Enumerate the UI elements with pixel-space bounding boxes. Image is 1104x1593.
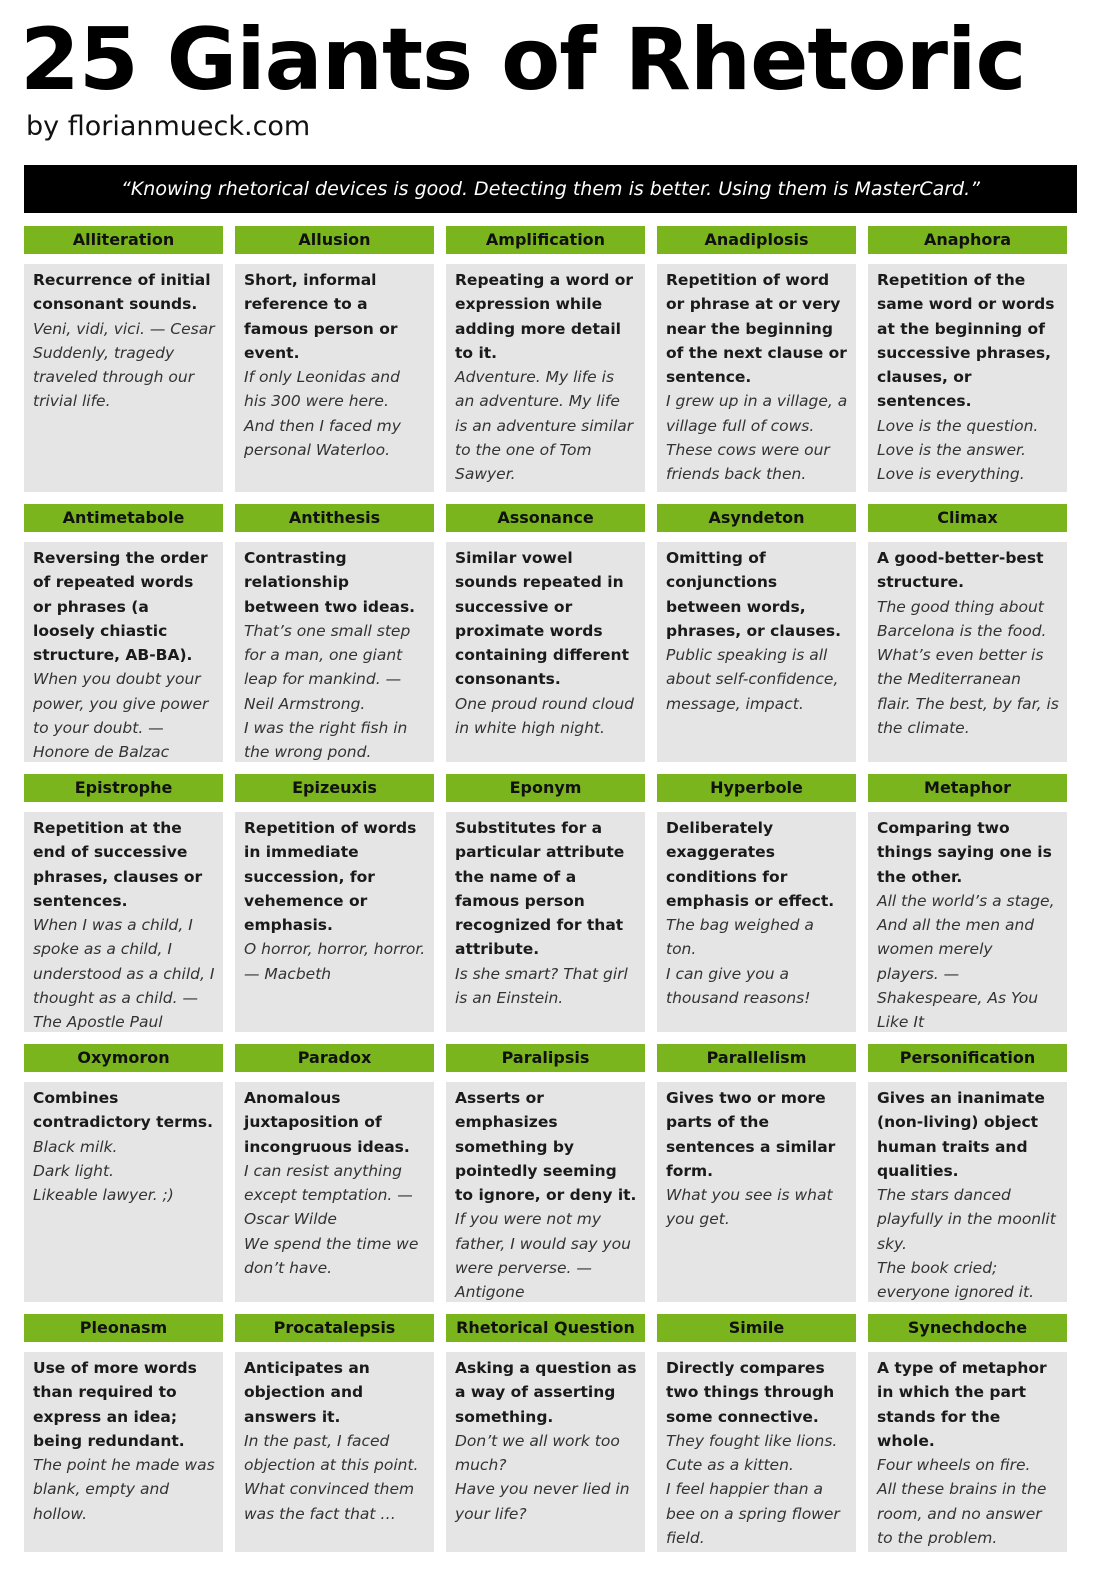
device-term: Anaphora (868, 226, 1067, 254)
device-body (446, 812, 645, 1032)
device-definition: Asking a question as a way of asserting something. (455, 1359, 637, 1426)
device-example: Is she smart? That girl is an Einstein. (455, 964, 628, 1008)
device-body (868, 1082, 1067, 1302)
device-example: Love is everything. (877, 465, 1025, 484)
device-example: O horror, horror, horror. — Macbeth (244, 940, 426, 983)
device-example: When I was a child, I spoke as a child, I understood as a child, I thought as a child. — The Apostle Paul (33, 916, 215, 1032)
device-body (446, 1082, 645, 1302)
device-card (657, 1044, 856, 1302)
device-definition: Asserts or emphasizes something by pointedly seeming to ignore, or deny it. (455, 1089, 637, 1205)
device-card (446, 1314, 645, 1552)
device-example: I can resist anything except temptation. — Oscar Wilde (244, 1161, 413, 1229)
device-body (24, 1082, 223, 1302)
device-term: Anadiplosis (657, 226, 856, 254)
device-card (24, 504, 223, 762)
device-card (235, 226, 434, 492)
device-body (657, 264, 856, 492)
device-card (24, 1314, 223, 1552)
byline: by florianmueck.com (26, 111, 311, 142)
device-definition: Repeating a word or expression while adding more detail to it. (455, 271, 634, 362)
device-term: Amplification (446, 226, 645, 254)
device-body (24, 1352, 223, 1552)
device-definition: Contrasting relationship between two ideas. (244, 549, 416, 616)
device-card (235, 774, 434, 1032)
device-card (868, 504, 1067, 762)
device-example: Four wheels on fire. (877, 1456, 1031, 1475)
device-term: Antithesis (235, 504, 434, 532)
device-card (868, 1314, 1067, 1552)
device-body (868, 1352, 1067, 1552)
device-example: That’s one small step for a man, one giant leap for mankind. — Neil Armstrong. (244, 621, 411, 713)
device-example: Suddenly, tragedy traveled through our trivial life. (33, 343, 195, 411)
device-example: Have you never lied in your life? (455, 1480, 630, 1523)
device-card (24, 1044, 223, 1302)
device-example: And then I faced my personal Waterloo. (244, 416, 401, 460)
device-definition: Use of more words than required to express an idea; being redundant. (33, 1359, 197, 1450)
devices-grid (24, 226, 1067, 1552)
device-example: One proud round cloud in white high night. (455, 694, 635, 738)
page-title: 25 Giants of Rhetoric (20, 10, 1026, 110)
device-term: Assonance (446, 504, 645, 532)
device-card (446, 1044, 645, 1302)
device-term: Rhetorical Question (446, 1314, 645, 1342)
device-body (868, 812, 1067, 1032)
device-term: Hyperbole (657, 774, 856, 802)
device-definition: Deliberately exaggerates conditions for emphasis or effect. (666, 819, 835, 910)
device-example: All the world’s a stage, And all the men and women merely players. — Shakespeare, As You Like It (877, 891, 1055, 1032)
device-term: Procatalepsis (235, 1314, 434, 1342)
device-definition: Omitting of conjunctions between words, phrases, or clauses. (666, 549, 842, 640)
device-example: The good thing about Barcelona is the food. What’s even better is the Mediterranean flair. The best, by far, is the climate. (877, 597, 1059, 738)
device-example: Love is the question. (877, 416, 1039, 435)
device-definition: Gives two or more parts of the sentences a similar form. (666, 1089, 836, 1180)
device-body (657, 1352, 856, 1552)
device-card (868, 774, 1067, 1032)
device-definition: Anticipates an objection and answers it. (244, 1359, 370, 1426)
device-definition: A type of metaphor in which the part stands for the whole. (877, 1359, 1047, 1450)
device-card (235, 1044, 434, 1302)
device-example: I feel happier than a bee on a spring flower field. (666, 1480, 840, 1548)
device-example: The book cried; everyone ignored it. (877, 1259, 1034, 1302)
device-example: Public speaking is all about self-confidence, message, impact. (666, 646, 839, 713)
device-term: Parallelism (657, 1044, 856, 1072)
device-term: Allusion (235, 226, 434, 254)
device-term: Epizeuxis (235, 774, 434, 802)
device-definition: Repetition of the same word or words at the beginning of successive phrases, clauses, or sentences. (877, 271, 1055, 411)
device-definition: Substitutes for a particular attribute the name of a famous person recognized for that attribute. (455, 819, 625, 959)
quote-banner: “Knowing rhetorical devices is good. Detecting them is better. Using them is MasterCard.” (24, 165, 1077, 213)
device-example: I grew up in a village, a village full of cows. These cows were our friends back then. (666, 392, 848, 484)
device-example: We spend the time we don’t have. (244, 1234, 419, 1278)
device-card (657, 226, 856, 492)
device-card (24, 774, 223, 1032)
device-example: Adventure. My life is an adventure. My life is an adventure similar to the one of Tom Sawyer. (455, 368, 634, 484)
device-term: Simile (657, 1314, 856, 1342)
device-definition: Comparing two things saying one is the other. (877, 819, 1052, 886)
device-body (657, 812, 856, 1032)
device-term: Asyndeton (657, 504, 856, 532)
device-term: Epistrophe (24, 774, 223, 802)
device-example: The bag weighed a ton. (666, 916, 814, 959)
device-card (657, 1314, 856, 1552)
device-term: Personification (868, 1044, 1067, 1072)
device-example: All these brains in the room, and no answer to the problem. (877, 1480, 1047, 1548)
device-example: If you were not my father, I would say you were perverse. — Antigone (455, 1210, 631, 1302)
device-term: Antimetabole (24, 504, 223, 532)
device-example: Likeable lawyer. ;) (33, 1186, 174, 1205)
device-example: In the past, I faced objection at this point. What convinced them was the fact that … (244, 1431, 419, 1523)
device-card (24, 226, 223, 492)
device-card (657, 774, 856, 1032)
device-term: Synechdoche (868, 1314, 1067, 1342)
device-term: Metaphor (868, 774, 1067, 802)
device-term: Paralipsis (446, 1044, 645, 1072)
device-term: Climax (868, 504, 1067, 532)
device-card (446, 504, 645, 762)
device-example: Don’t we all work too much? (455, 1431, 620, 1475)
device-example: I was the right fish in the wrong pond. (244, 719, 408, 762)
device-card (868, 226, 1067, 492)
device-body (446, 1352, 645, 1552)
device-term: Paradox (235, 1044, 434, 1072)
device-card (657, 504, 856, 762)
device-example: What you see is what you get. (666, 1186, 833, 1229)
device-example: They fought like lions. (666, 1431, 838, 1450)
device-definition: Combines contradictory terms. (33, 1089, 214, 1132)
device-definition: Reversing the order of repeated words or phrases (a loosely chiastic structure, AB-BA). (33, 549, 208, 665)
device-example: The point he made was blank, empty and hollow. (33, 1456, 215, 1523)
device-example: I can give you a thousand reasons! (666, 964, 811, 1008)
device-body (657, 1082, 856, 1302)
device-definition: Gives an inanimate (non-living) object human traits and qualities. (877, 1089, 1045, 1180)
device-definition: A good-better-best structure. (877, 549, 1044, 592)
device-body (24, 812, 223, 1032)
device-example: Black milk. (33, 1137, 118, 1156)
device-definition: Repetition of words in immediate succession, for vehemence or emphasis. (244, 819, 417, 935)
device-example: Love is the answer. (877, 441, 1026, 460)
device-definition: Similar vowel sounds repeated in successive or proximate words containing different consonants. (455, 549, 630, 689)
device-term: Alliteration (24, 226, 223, 254)
device-card (235, 504, 434, 762)
device-body (868, 542, 1067, 762)
device-body (446, 264, 645, 492)
device-definition: Recurrence of initial consonant sounds. (33, 271, 211, 314)
device-body (868, 264, 1067, 492)
device-example: Dark light. (33, 1161, 114, 1180)
device-card (446, 774, 645, 1032)
device-definition: Anomalous juxtaposition of incongruous ideas. (244, 1089, 410, 1156)
device-example: When you doubt your power, you give power to your doubt. — Honore de Balzac (33, 670, 209, 762)
device-term: Pleonasm (24, 1314, 223, 1342)
device-term: Eponym (446, 774, 645, 802)
device-body (235, 812, 434, 1032)
device-example: Veni, vidi, vici. — Cesar (33, 319, 215, 338)
device-body (657, 542, 856, 762)
device-example: Cute as a kitten. (666, 1456, 794, 1475)
device-definition: Repetition at the end of successive phrases, clauses or sentences. (33, 819, 203, 910)
device-definition: Repetition of word or phrase at or very near the beginning of the next clause or sentence. (666, 271, 847, 387)
device-body (446, 542, 645, 762)
device-body (24, 264, 223, 492)
device-card (868, 1044, 1067, 1302)
device-definition: Directly compares two things through some connective. (666, 1359, 835, 1426)
device-body (235, 1082, 434, 1302)
device-card (446, 226, 645, 492)
device-example: The stars danced playfully in the moonlit sky. (877, 1186, 1056, 1253)
device-body (235, 542, 434, 762)
device-example: If only Leonidas and his 300 were here. (244, 368, 400, 411)
device-body (235, 264, 434, 492)
device-body (24, 542, 223, 762)
device-card (235, 1314, 434, 1552)
device-term: Oxymoron (24, 1044, 223, 1072)
device-definition: Short, informal reference to a famous person or event. (244, 271, 398, 362)
device-body (235, 1352, 434, 1552)
